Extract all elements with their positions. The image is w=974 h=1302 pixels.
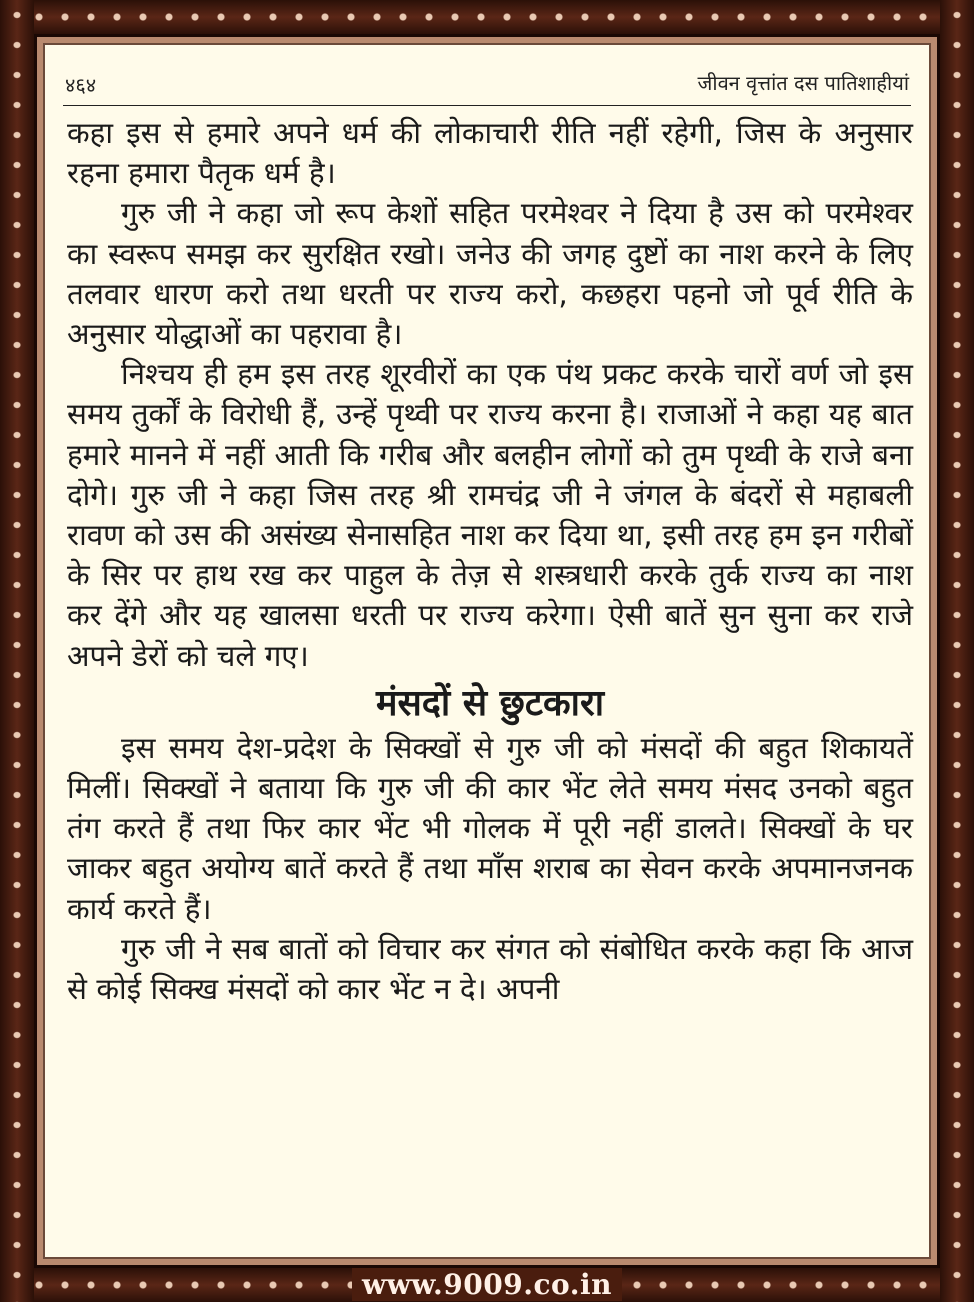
border-bottom-ornament xyxy=(0,1268,974,1302)
paragraph: इस समय देश-प्रदेश के सिक्खों से गुरु जी को मंसदों की बहुत शिकायतें मिलीं। सिक्खों ने बताया कि गुरु जी की कार भेंट लेते समय मंसद उनको बहुत तंग करते हैं तथा फिर कार भेंट भी गोलक में पूरी नहीं डालते। सिक्खों के घर जाकर बहुत अयोग्य बातें करते हैं तथा माँस शराब का सेवन करके अपमानजनक कार्य करते हैं। xyxy=(67,730,913,926)
page xyxy=(43,43,931,1259)
page-number: ४६४ xyxy=(65,73,97,97)
border-left-ornament xyxy=(0,0,34,1302)
paragraph: निश्चय ही हम इस तरह शूरवीरों का एक पंथ प्रकट करके चारों वर्ण जो इस समय तुर्कों के विरोधी हैं, उन्हें पृथ्वी पर राज्य करना है। राजाओं ने कहा यह बात हमारे मानने में नहीं आती कि गरीब और बलहीन लोगों को तुम पृथ्वी के राजे बना दोगे। गुरु जी ने कहा जिस तरह श्री रामचंद्र जी ने जंगल के बंदरों से महाबली रावण को उस की असंख्य सेनासहित नाश कर दिया था, इसी तरह हम इन गरीबों के सिर पर हाथ रख कर पाहुल के तेज़ से शस्त्रधारी करके तुर्क राज्य का नाश कर देंगे और यह खालसा धरती पर राज्य करेगा। ऐसी बातें सुन सुना कर राजे अपने डेरों को चले गए। xyxy=(67,357,913,673)
inner-frame xyxy=(34,34,940,1268)
border-right-ornament xyxy=(940,0,974,1302)
paragraph: गुरु जी ने कहा जो रूप केशों सहित परमेश्वर ने दिया है उस को परमेश्वर का स्वरूप समझ कर सुरक्षित रखो। जनेउ की जगह दुष्टों का नाश करने के लिए तलवार धारण करो तथा धरती पर राज्य करो, कछहरा पहनो जो पूर्व रीति के अनुसार योद्धाओं का पहरावा है। xyxy=(67,196,913,352)
paragraph: गुरु जी ने सब बातों को विचार कर संगत को संबोधित करके कहा कि आज से कोई सिक्ख मंसदों को कार भेंट न दे। अपनी xyxy=(67,931,913,1007)
section-heading: मंसदों से छुटकारा xyxy=(375,682,605,724)
page-header xyxy=(63,65,911,106)
border-top-ornament xyxy=(0,0,974,34)
body-text xyxy=(67,113,913,1009)
website-watermark: www.9009.co.in xyxy=(0,1270,974,1300)
running-title: जीवन वृत्तांत दस पातिशाहीयां xyxy=(697,71,909,95)
paragraph: कहा इस से हमारे अपने धर्म की लोकाचारी रीति नहीं रहेगी, जिस के अनुसार रहना हमारा पैतृक धर्म है। xyxy=(67,116,913,191)
